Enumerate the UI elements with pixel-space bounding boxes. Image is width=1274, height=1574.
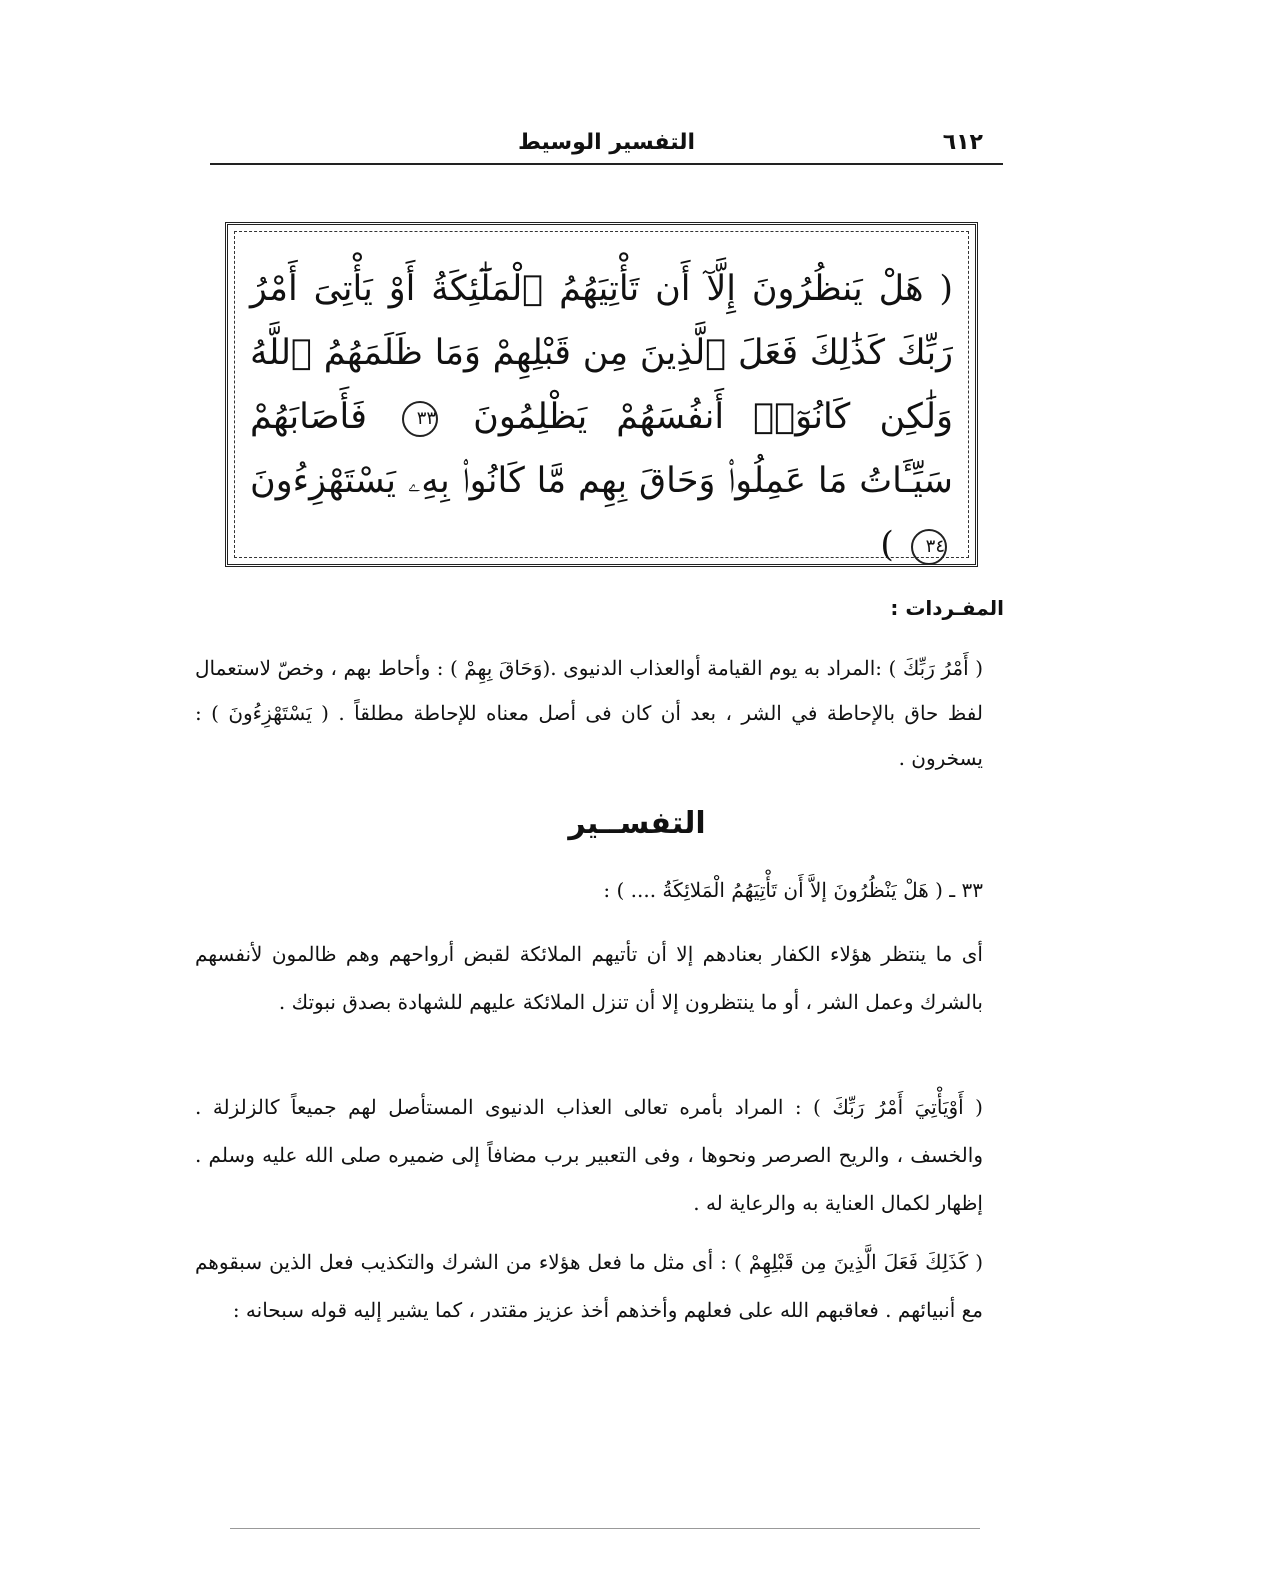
tafsir-paragraph-3: ( كَذَلِكَ فَعَلَ الَّذِينَ مِن قَبْلِهِمْ ) : أى مثل ما فعل هؤلاء من الشرك والتكذيب فعل الذين سبقوهم مع أنبيائهم . فعاقبهم الله على فعلهم وأخذهم أخذ عزيز مقتدر ، كما يشير إليه قوله سبحانه :: [195, 1250, 983, 1322]
verse-text-part2: فَأَصَابَهُمْ سَيِّـَٔاتُ مَا عَمِلُوا۟ وَحَاقَ بِهِم مَّا كَانُوا۟ بِهِۦ يَسْتَهْزِءُونَ: [250, 397, 953, 501]
tafsir-verse-reference: ٣٣ ـ ( هَلْ يَنْظُرُونَ إلاَّ أَن تَأْتِيَهُمُ الْمَلائِكَةُ .... ) :: [603, 878, 983, 902]
verse-number-33: ٣٣: [402, 401, 438, 437]
verse-number-34: ٣٤: [911, 529, 947, 565]
header-rule: [210, 163, 1003, 165]
vocabulary-label: المفـردات :: [890, 596, 1004, 620]
verse-frame: [225, 222, 978, 567]
page-header: [210, 130, 1003, 166]
running-title: التفسير الوسيط: [517, 130, 696, 155]
tafsir-paragraph-1: أى ما ينتظر هؤلاء الكفار بعنادهم إلا أن تأتيهم الملائكة لقبض أرواحهم وهم ظالمون لأنفسهم بالشرك وعمل الشر ، أو ما ينتظرون إلا أن تنزل الملائكة عليهم للشهادة بصدق نبوتك .: [195, 942, 983, 1014]
tafsir-heading: التفســير: [568, 806, 706, 841]
verse-text: [250, 257, 953, 577]
page-number: ٦١٢: [942, 130, 983, 155]
vocabulary-text: ( أَمْرُ رَبِّكَ ) :المراد به يوم القيامة أوالعذاب الدنيوى .(وَحَاقَ بِهِمْ ) : وأحاط بهم ، وخصّ لاستعمال لفظ حاق بالإحاطة في الشر ، بعد أن كان فى أصل معناه للإحاطة مطلقاً . ( يَسْتَهْزِءُونَ ) : يسخرون .: [195, 656, 983, 770]
verse-closing-paren: ): [880, 525, 894, 565]
footer-rule: [230, 1528, 980, 1529]
tafsir-paragraph-2: ( أَوْيَأْتِيَ أَمْرُ رَبِّكَ ) : المراد بأمره تعالى العذاب الدنيوى المستأصل لهم جميعاً كالزلزلة . والخسف ، والريح الصرصر ونحوها ، وفى التعبير برب مضافاً إلى ضميره صلى الله عليه وسلم . إظهار لكمال العناية به والرعاية له .: [195, 1095, 983, 1215]
verse-text-part1: ( هَلْ يَنظُرُونَ إِلَّآ أَن تَأْتِيَهُمُ ٱلْمَلَٰٓئِكَةُ أَوْ يَأْتِىَ أَمْرُ رَبِّكَ كَذَٰلِكَ فَعَلَ ٱلَّذِينَ مِن قَبْلِهِمْ وَمَا ظَلَمَهُمُ ٱللَّهُ وَلَٰكِن كَانُوٓا۟ أَنفُسَهُمْ يَظْلِمُونَ: [250, 269, 953, 437]
